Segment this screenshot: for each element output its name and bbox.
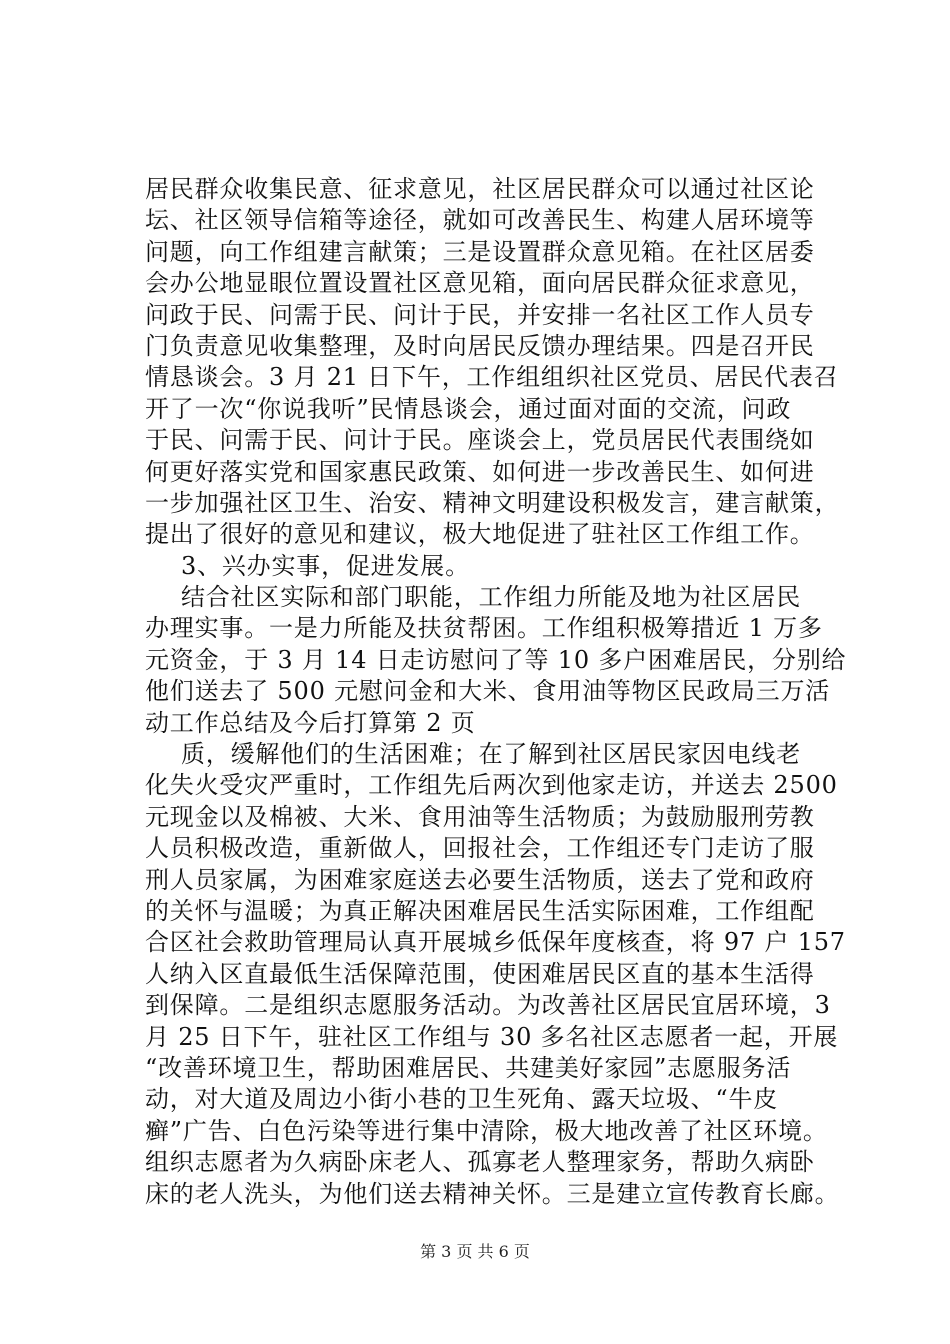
text-line: 结合社区实际和部门职能，工作组力所能及地为社区居民 xyxy=(181,583,801,612)
page-footer: 第 3 页 共 6 页 xyxy=(420,1242,530,1261)
text-line: 他们送去了 500 元慰问金和大米、食用油等物区民政局三万活 xyxy=(145,677,831,706)
text-line: 元资金，于 3 月 14 日走访慰问了等 10 多户困难居民，分别给 xyxy=(145,645,847,674)
text-line: 门负责意见收集整理，及时向居民反馈办理结果。四是召开民 xyxy=(145,331,815,360)
text-line: 何更好落实党和国家惠民政策、如何进一步改善民生、如何进 xyxy=(145,457,815,486)
text-line: 刑人员家属，为困难家庭送去必要生活物质，送去了党和政府 xyxy=(145,865,815,894)
text-line: 居民群众收集民意、征求意见，社区居民群众可以通过社区论 xyxy=(145,175,815,203)
text-line: 动，对大道及周边小街小巷的卫生死角、露天垃圾、“牛皮 xyxy=(145,1085,779,1114)
text-line: 床的老人洗头，为他们送去精神关怀。三是建立宣传教育长廊。 xyxy=(145,1179,840,1208)
text-line: 于民、问需于民、问计于民。座谈会上，党员居民代表围绕如 xyxy=(145,426,815,455)
text-line: 3、兴办实事，促进发展。 xyxy=(181,551,470,580)
text-line: 月 25 日下午，驻社区工作组与 30 多名社区志愿者一起，开展 xyxy=(145,1022,839,1051)
text-line: 癣”广告、白色污染等进行集中清除，极大地改善了社区环境。 xyxy=(145,1116,828,1145)
text-line: 元现金以及棉被、大米、食用油等生活物质；为鼓励服刑劳教 xyxy=(145,802,815,831)
text-line: 到保障。二是组织志愿服务活动。为改善社区居民宜居环境，3 xyxy=(145,991,831,1020)
text-line: 问政于民、问需于民、问计于民，并安排一名社区工作人员专 xyxy=(145,300,815,329)
text-line: 一步加强社区卫生、治安、精神文明建设积极发言，建言献策， xyxy=(145,488,840,517)
text-line: 办理实事。一是力所能及扶贫帮困。工作组积极筹措近 1 万多 xyxy=(145,614,823,643)
text-line: 质，缓解他们的生活困难；在了解到社区居民家因电线老 xyxy=(181,740,801,769)
text-line: 情恳谈会。3 月 21 日下午，工作组组织社区党员、居民代表召 xyxy=(145,363,839,392)
text-line: 问题，向工作组建言献策；三是设置群众意见箱。在社区居委 xyxy=(145,237,815,266)
text-line: 人员积极改造，重新做人，回报社会，工作组还专门走访了服 xyxy=(145,834,815,863)
text-line: 的关怀与温暖；为真正解决困难居民生活实际困难，工作组配 xyxy=(145,896,815,925)
text-line: 坛、社区领导信箱等途径，就如可改善民生、构建人居环境等 xyxy=(145,206,815,235)
text-line: 开了一次“你说我听”民情恳谈会，通过面对面的交流，问政 xyxy=(145,394,792,423)
text-line: 人纳入区直最低生活保障范围，使困难居民区直的基本生活得 xyxy=(145,959,815,988)
document-body xyxy=(145,174,847,1210)
text-line: 合区社会救助管理局认真开展城乡低保年度核查，将 97 户 157 xyxy=(145,928,846,957)
text-line: 动工作总结及今后打算第 2 页 xyxy=(145,708,476,737)
text-line: “改善环境卫生，帮助困难居民、共建美好家园”志愿服务活 xyxy=(145,1053,792,1082)
text-line: 化失火受灾严重时，工作组先后两次到他家走访，并送去 2500 xyxy=(145,771,838,800)
text-line: 组织志愿者为久病卧床老人、孤寡老人整理家务，帮助久病卧 xyxy=(145,1148,815,1177)
text-line: 会办公地显眼位置设置社区意见箱，面向居民群众征求意见， xyxy=(145,269,815,298)
text-line: 提出了很好的意见和建议，极大地促进了驻社区工作组工作。 xyxy=(145,520,815,549)
